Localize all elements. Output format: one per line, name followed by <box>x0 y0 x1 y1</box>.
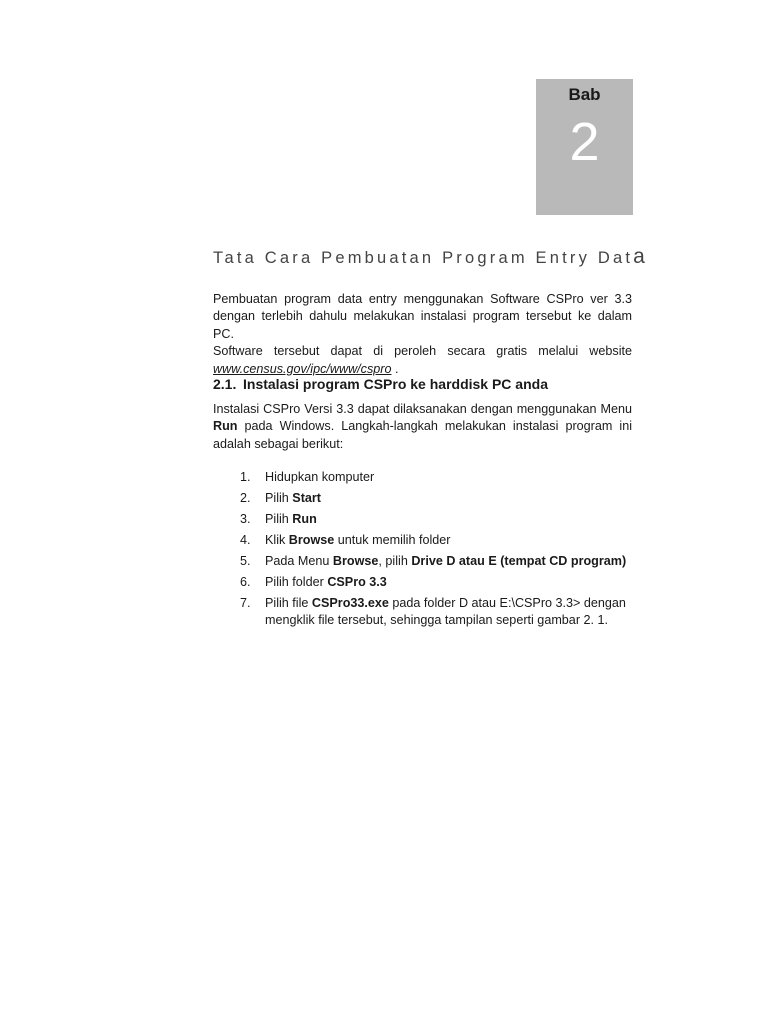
step-bold: Drive D atau E (tempat CD program) <box>411 554 627 568</box>
step-number: 2. <box>240 491 251 505</box>
list-item <box>240 595 632 630</box>
step-number: 3. <box>240 512 251 526</box>
chapter-box <box>536 79 633 215</box>
step-number: 4. <box>240 533 251 547</box>
step-bold: Start <box>292 491 321 505</box>
website-link[interactable]: www.census.gov/ipc/www/cspro <box>213 361 392 376</box>
list-item <box>240 511 632 528</box>
step-bold: Browse <box>332 554 379 568</box>
step-text: Pilih file <box>265 596 312 610</box>
run-term: Run <box>213 419 238 434</box>
intro-line: Software tersebut dapat di peroleh secara gratis melalui website <box>213 344 632 359</box>
step-number: 5. <box>240 554 251 568</box>
section-paragraph <box>213 401 632 453</box>
step-number: 6. <box>240 575 251 589</box>
chapter-title <box>213 245 645 269</box>
step-text: Pilih <box>265 512 293 526</box>
step-bold: CSPro33.exe <box>311 596 389 610</box>
step-text: pada folder D atau E:\CSPro 3.3> dengan mengklik file tersebut, sehingga tampilan seperti gambar 2. 1. <box>265 596 626 628</box>
step-text: , pilih <box>378 554 412 568</box>
section-line: Instalasi CSPro Versi 3.3 dapat dilaksanakan dengan menggunakan Menu <box>213 402 632 416</box>
step-text: Pilih <box>265 491 293 505</box>
list-item <box>240 553 632 570</box>
step-text: Pilih folder <box>265 575 328 589</box>
section-line-rest: pada Windows. Langkah-langkah melakukan instalasi program ini <box>237 419 632 434</box>
section-line: adalah sebagai berikut: <box>213 436 344 451</box>
chapter-title-main: Tata Cara Pembuatan Program Entry Dat <box>213 249 634 267</box>
step-text: untuk memilih folder <box>334 533 451 547</box>
section-number: 2.1. <box>213 376 237 392</box>
section-line <box>213 418 632 435</box>
steps-list <box>240 469 632 633</box>
intro-line: Pembuatan program data entry menggunakan Software CSPro ver 3.3 <box>213 292 632 306</box>
step-number: 1. <box>240 470 251 484</box>
step-bold: Run <box>292 512 317 526</box>
chapter-number: 2 <box>569 112 600 172</box>
step-text: Hidupkan komputer <box>265 470 375 484</box>
intro-paragraph <box>213 291 632 378</box>
step-text: Klik <box>265 533 289 547</box>
step-bold: Browse <box>288 533 335 547</box>
step-bold: CSPro 3.3 <box>327 575 387 589</box>
step-text: Pada Menu <box>265 554 333 568</box>
list-item <box>240 490 632 507</box>
list-item <box>240 574 632 591</box>
intro-link-suffix: . <box>391 361 399 376</box>
section-heading <box>213 376 548 392</box>
list-item <box>240 532 632 549</box>
chapter-title-last-letter: a <box>633 245 645 268</box>
list-item <box>240 469 632 486</box>
step-number: 7. <box>240 596 251 610</box>
intro-line: dengan terlebih dahulu melakukan instalasi program tersebut ke dalam PC. <box>213 309 632 341</box>
chapter-label: Bab <box>568 85 601 104</box>
section-title: Instalasi program CSPro ke harddisk PC anda <box>243 376 548 392</box>
